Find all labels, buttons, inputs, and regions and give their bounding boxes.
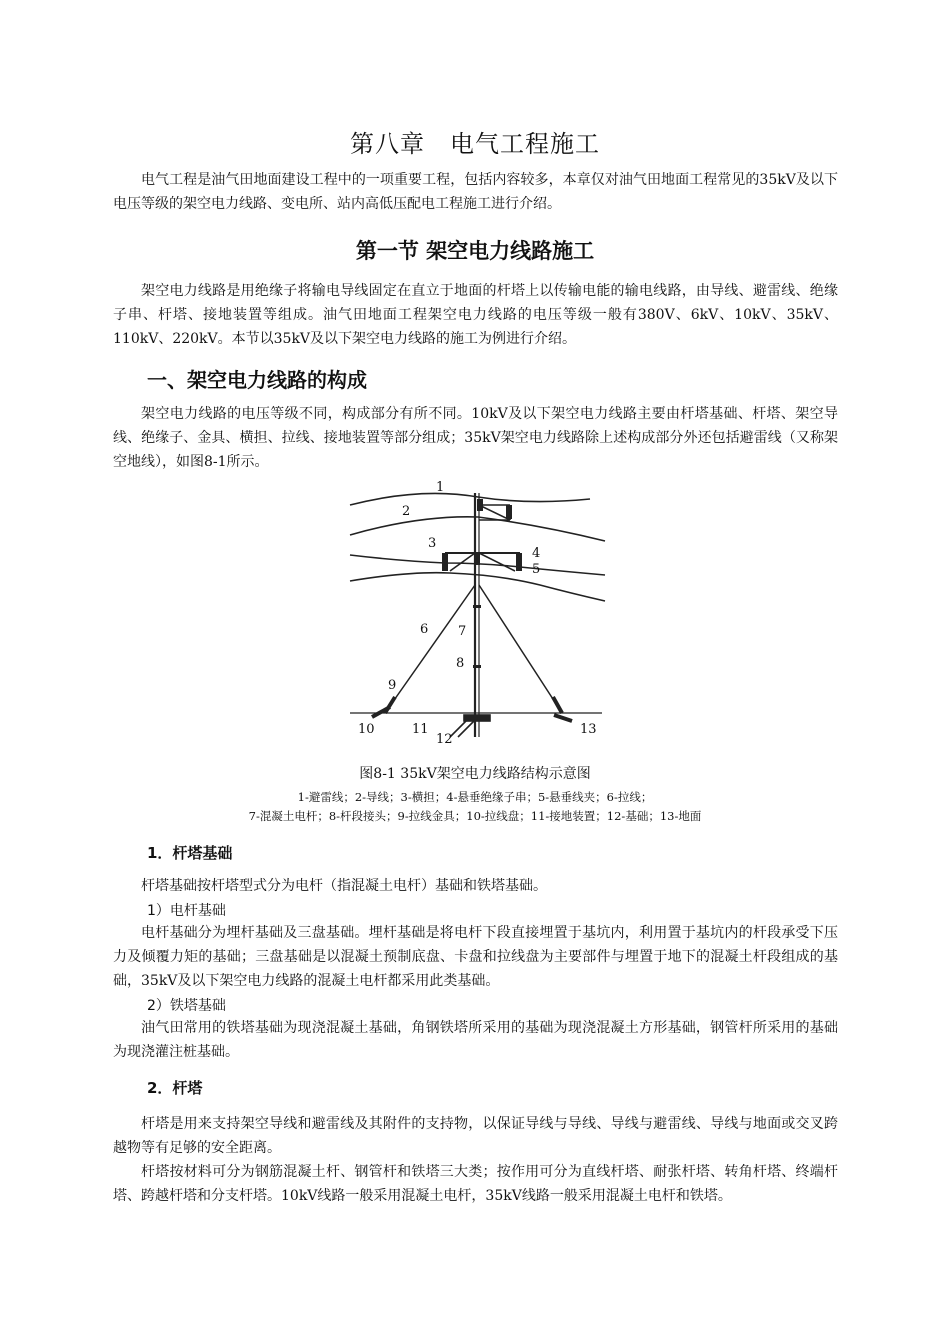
figure-caption: 图8-1 35kV架空电力线路结构示意图	[359, 766, 591, 782]
label-3: 3	[428, 536, 437, 551]
heading-pole-foundation: 1）电杆基础	[147, 903, 226, 919]
label-12: 12	[436, 732, 453, 745]
conductor-upper	[350, 517, 605, 541]
chapter-title: 第八章 电气工程施工	[350, 130, 600, 158]
heading-tower-foundation: 2）铁塔基础	[147, 998, 226, 1014]
heading-composition: 一、架空电力线路的构成	[147, 368, 367, 392]
pole-foundation-paragraph: 电杆基础分为埋杆基础及三盘基础。埋杆基础是将电杆下段直接埋置于基坑内，利用置于基坑内的杆段承受下压力及倾覆力矩的基础；三盘基础是以混凝土预制底盘、卡盘和拉线盘为主要部件与埋置于地下的混凝土杆段组成的基础，35kV及以下架空电力线路的混凝土电杆都采用此类基础。	[113, 925, 838, 989]
label-5: 5	[532, 562, 541, 577]
conductor-lower	[350, 573, 605, 601]
lightning-wire	[350, 493, 590, 505]
label-1: 1	[436, 480, 445, 495]
guy-wire-left	[385, 585, 475, 713]
heading-tower: 2．杆塔	[147, 1079, 203, 1097]
label-4: 4	[532, 546, 541, 561]
label-13: 13	[580, 722, 597, 737]
tower-foundation-paragraph: 油气田常用的铁塔基础为现浇混凝土基础，角钢铁塔所采用的基础为现浇混凝土方形基础，钢管杆所采用的基础为现浇灌注桩基础。	[113, 1020, 838, 1060]
label-7: 7	[458, 624, 467, 639]
composition-paragraph: 架空电力线路的电压等级不同，构成部分有所不同。10kV及以下架空电力线路主要由杆塔基础、杆塔、架空导线、绝缘子、金具、横担、拉线、接地装置等部分组成；35kV架空电力线路除上述构成部分外还包括避雷线（又称架空地线），如图8-1所示。	[113, 406, 838, 470]
figure-legend-line-2: 7-混凝土电杆；8-杆段接头；9-拉线金具；10-拉线盘；11-接地装置；12-基础；13-地面	[248, 809, 702, 823]
chapter-intro: 电气工程是油气田地面建设工程中的一项重要工程，包括内容较多，本章仅对油气田地面工程常见的35kV及以下电压等级的架空电力线路、变电所、站内高低压配电工程施工进行介绍。	[113, 172, 838, 212]
label-10: 10	[358, 722, 375, 737]
section-title: 第一节 架空电力线路施工	[355, 239, 595, 263]
guy-wire-right	[479, 585, 562, 713]
heading-foundation: 1．杆塔基础	[147, 844, 233, 862]
section-intro: 架空电力线路是用绝缘子将输电导线固定在直立于地面的杆塔上以传输电能的输电线路，由导线、避雷线、绝缘子串、杆塔、接地装置等组成。油气田地面工程架空电力线路的电压等级一般有380V、6kV、10kV、35kV、110kV、220kV。本节以35kV及以下架空电力线路的施工为例进行介绍。	[113, 283, 838, 347]
figure-legend-line-1: 1-避雷线；2-导线；3-横担；4-悬垂绝缘子串；5-悬垂线夹；6-拉线；	[297, 790, 653, 804]
label-8: 8	[456, 656, 465, 671]
label-2: 2	[402, 504, 411, 519]
tower-paragraph-1: 杆塔是用来支持架空导线和避雷线及其附件的支持物，以保证导线与导线、导线与避雷线、导线与地面或交叉跨越物等有足够的安全距离。	[113, 1116, 838, 1156]
label-9: 9	[388, 678, 397, 693]
label-6: 6	[420, 622, 429, 637]
label-11: 11	[412, 722, 429, 737]
foundation-paragraph: 杆塔基础按杆塔型式分为电杆（指混凝土电杆）基础和铁塔基础。	[141, 878, 547, 894]
tower-paragraph-2: 杆塔按材料可分为钢筋混凝土杆、钢管杆和铁塔三大类；按作用可分为直线杆塔、耐张杆塔、转角杆塔、终端杆塔、跨越杆塔和分支杆塔。10kV线路一般采用混凝土电杆，35kV线路一般采用混凝土电杆和铁塔。	[113, 1164, 838, 1204]
power-line-structure-diagram	[340, 475, 610, 745]
